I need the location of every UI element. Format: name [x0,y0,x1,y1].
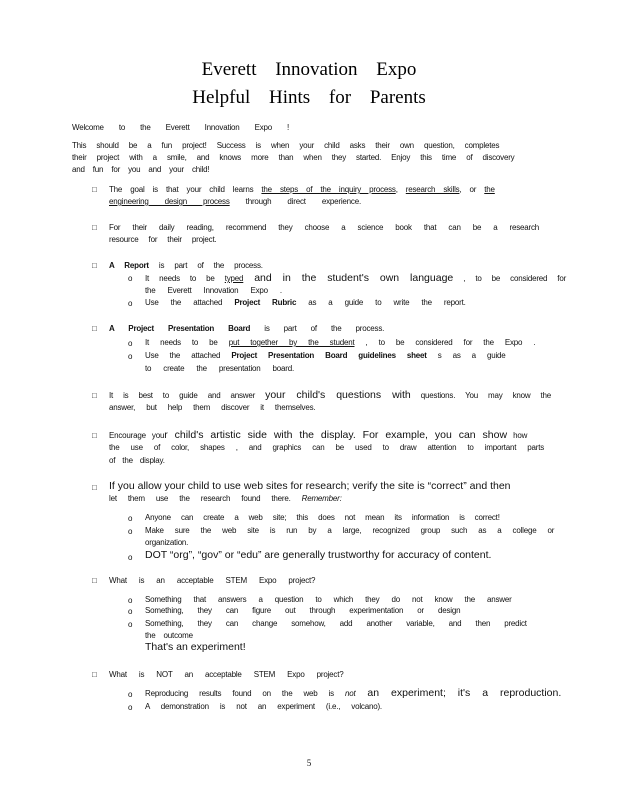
sub-bullet-icon: o [128,527,133,536]
b8-s2-line: Something, they can figure out through experimentation or design [145,606,461,615]
sub-bullet-icon: o [128,703,133,712]
sub-bullet-icon: o [128,299,133,308]
b7-line-1: If you allow your child to use web sites for research; verify the site is “correct” and then [109,480,511,492]
b1-line-1: The goal is that your child learns the steps of the inquiry process, research skills, or the [109,185,495,194]
b7-s2-line-2: organization. [145,538,189,547]
bullet-icon: □ [92,431,97,440]
bullet-icon: □ [92,324,97,333]
sub-bullet-icon: o [128,274,133,283]
bullet-icon: □ [92,670,97,679]
b4-line-1: A Project Presentation Board is part of the process. [109,324,385,333]
sub-bullet-icon: o [128,596,133,605]
b7-line-2: let them use the research found there. Remember: [109,494,342,503]
bullet-icon: □ [92,391,97,400]
intro-line-4: and fun for you and your child! [72,165,210,174]
title-line-1: Everett Innovation Expo [201,59,417,80]
sub-bullet-icon: o [128,553,133,562]
b5-line-2: answer, but help them discover it themselves. [109,403,316,412]
b6-line-2: the use of color, shapes , and graphics can be used to draw attention to important parts [109,443,545,452]
sub-bullet-icon: o [128,339,133,348]
b3-s1-line-2: the Everett Innovation Expo . [145,286,282,295]
b7-s3-line: DOT “org”, “gov” or “edu” are generally trustworthy for accuracy of content. [145,549,492,561]
sub-bullet-icon: o [128,514,133,523]
b3-s1-line-1: It needs to be typed and in the student's own language , to be considered for [145,272,567,284]
sub-bullet-icon: o [128,690,133,699]
b5-line-1: It is best to guide and answer your child's questions with questions. You may know the [109,389,551,401]
intro-line-2: This should be a fun project! Success is when your child asks their own question, completes [72,141,500,150]
b7-s2-line-1: Make sure the web site is run by a large, recognized group such as a college or [145,526,555,535]
bullet-icon: □ [92,483,97,492]
b3-s2-line: Use the attached Project Rubric as a guide to write the report. [145,298,466,307]
title-line-2: Helpful Hints for Parents [192,87,426,108]
intro-line-1: Welcome to the Everett Innovation Expo ! [72,123,290,132]
b8-s3-line-1: Something, they can change somehow, add another variable, and then predict [145,619,527,628]
b8-line-1: What is an acceptable STEM Expo project? [109,576,316,585]
b1-line-2: engineering design process through direct experience. [109,197,361,206]
b3-line-1: A Report is part of the process. [109,261,263,270]
intro-line-3: their project with a smile, and knows more than when they started. Enjoy this time of discovery [72,153,515,162]
b8-s3-line-2: the outcome [145,631,193,640]
b2-line-1: For their daily reading, recommend they choose a science book that can be a research [109,223,540,232]
b2-line-2: resource for their project. [109,235,217,244]
b8-s1-line: Something that answers a question to which they do not know the answer [145,595,512,604]
bullet-icon: □ [92,223,97,232]
page-number: 5 [306,758,312,768]
b4-s1-line: It needs to be put together by the student , to be considered for the Expo . [145,338,536,347]
sub-bullet-icon: o [128,352,133,361]
b9-line-1: What is NOT an acceptable STEM Expo project? [109,670,344,679]
b9-s1-line: Reproducing results found on the web is not an experiment; it's a reproduction. [145,687,562,699]
b4-s2-line-1: Use the attached Project Presentation Board guidelines sheet s as a guide [145,351,506,360]
b6-line-3: of the display. [109,456,165,465]
b6-line-1: Encourage your child's artistic side with the display. For example, you can show how [109,429,528,441]
sub-bullet-icon: o [128,620,133,629]
b8-extra: That's an experiment! [145,641,246,653]
b9-s2-line: A demonstration is not an experiment (i.e., volcano). [145,702,382,711]
sub-bullet-icon: o [128,607,133,616]
bullet-icon: □ [92,576,97,585]
b7-s1-line: Anyone can create a web site; this does not mean its information is correct! [145,513,500,522]
bullet-icon: □ [92,185,97,194]
bullet-icon: □ [92,261,97,270]
b4-s2-line-2: to create the presentation board. [145,364,295,373]
